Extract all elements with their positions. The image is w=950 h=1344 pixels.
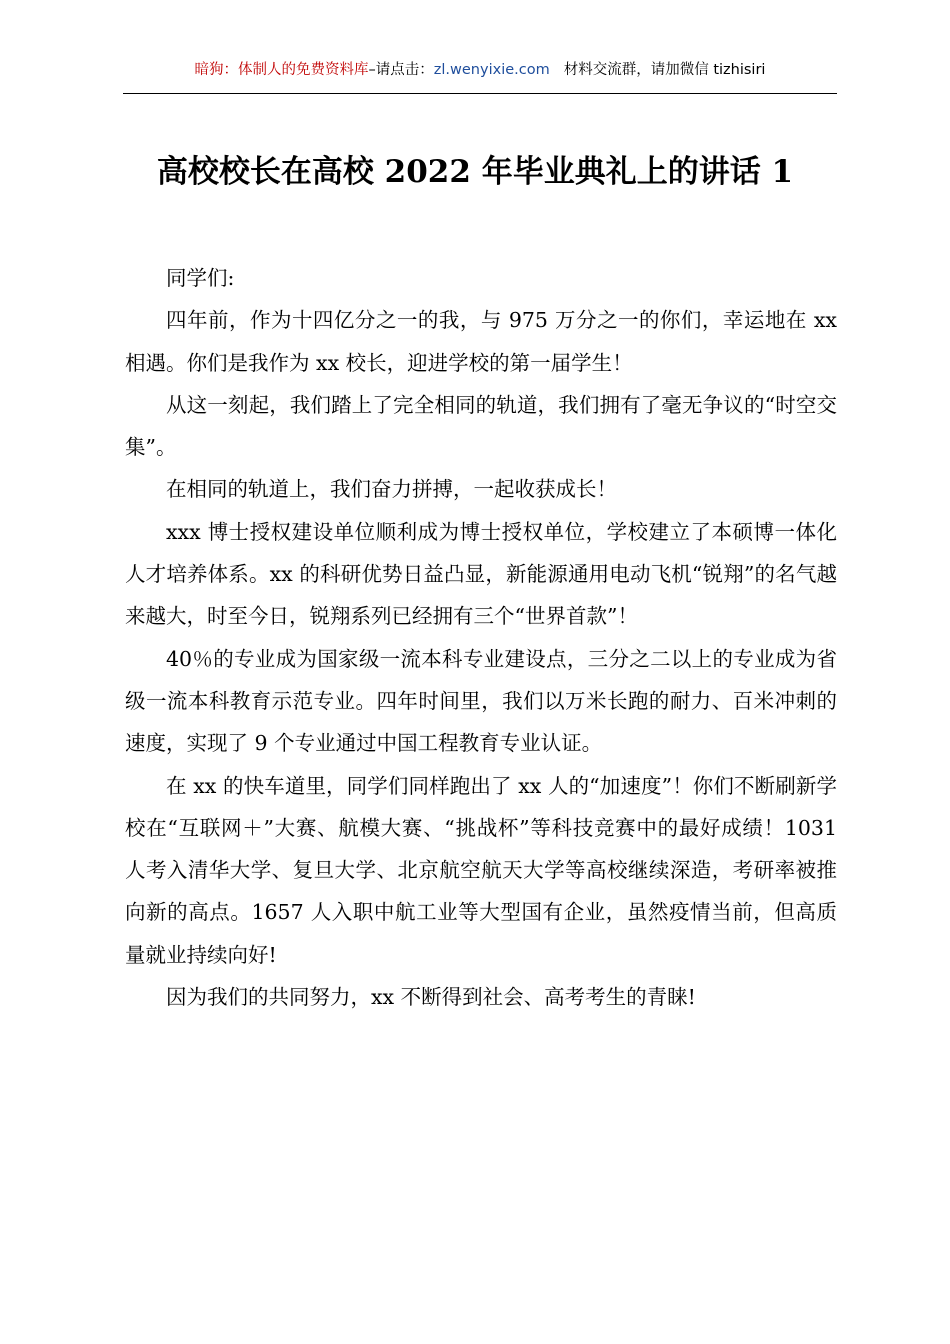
paragraph-salutation: 同学们:	[166, 266, 235, 290]
paragraph: 在相同的轨道上，我们奋力拼搏，一起收获成长！	[166, 477, 617, 502]
paragraph: 四年前，作为十四亿分之一的我，与 975 万分之一的你们，幸运地在 xx 相遇。你们是我作为 xx 校长，迎进学校的第一届学生！	[125, 308, 837, 375]
header-separator: –请点击：	[368, 62, 434, 78]
paragraph: 从这一刻起，我们踏上了完全相同的轨道，我们拥有了毫无争议的“时空交集”。	[125, 392, 837, 460]
paragraph: xxx 博士授权建设单位顺利成为博士授权单位，学校建立了本硕博一体化人才培养体系。xx 的科研优势日益凸显，新能源通用电动飞机“锐翔”的名气越来越大，时至今日，锐翔系列已经拥有三个“世界首款”！	[125, 519, 837, 629]
header-url-link[interactable]: zl.wenyixie.com	[433, 62, 550, 78]
header-contact: 材料交流群，请加微信 tizhisiri	[563, 62, 766, 78]
paragraph: 40％的专业成为国家级一流本科专业建设点，三分之二以上的专业成为省级一流本科教育示范专业。四年时间里，我们以万米长跑的耐力、百米冲刺的速度，实现了 9 个专业通过中国工程教育专业认证。	[125, 646, 837, 756]
document-title: 高校校长在高校 2022 年毕业典礼上的讲话 1	[156, 154, 794, 190]
document-body	[125, 257, 837, 1018]
header-brand: 暗狗：体制人的免费资料库	[194, 62, 369, 78]
paragraph: 因为我们的共同努力，xx 不断得到社会、高考考生的青睐!	[166, 985, 696, 1010]
paragraph: 在 xx 的快车道里，同学们同样跑出了 xx 人的“加速度”！你们不断刷新学校在“互联网＋”大赛、航模大赛、“挑战杯”等科技竞赛中的最好成绩！1031 人考入清华大学、复旦大学、北京航空航天大学等高校继续深造，考研率被推向新的高点。1657 人入职中航工业等大型国有企业，虽然疫情当前，但高质量就业持续向好!	[125, 773, 837, 967]
page-header	[123, 60, 837, 94]
